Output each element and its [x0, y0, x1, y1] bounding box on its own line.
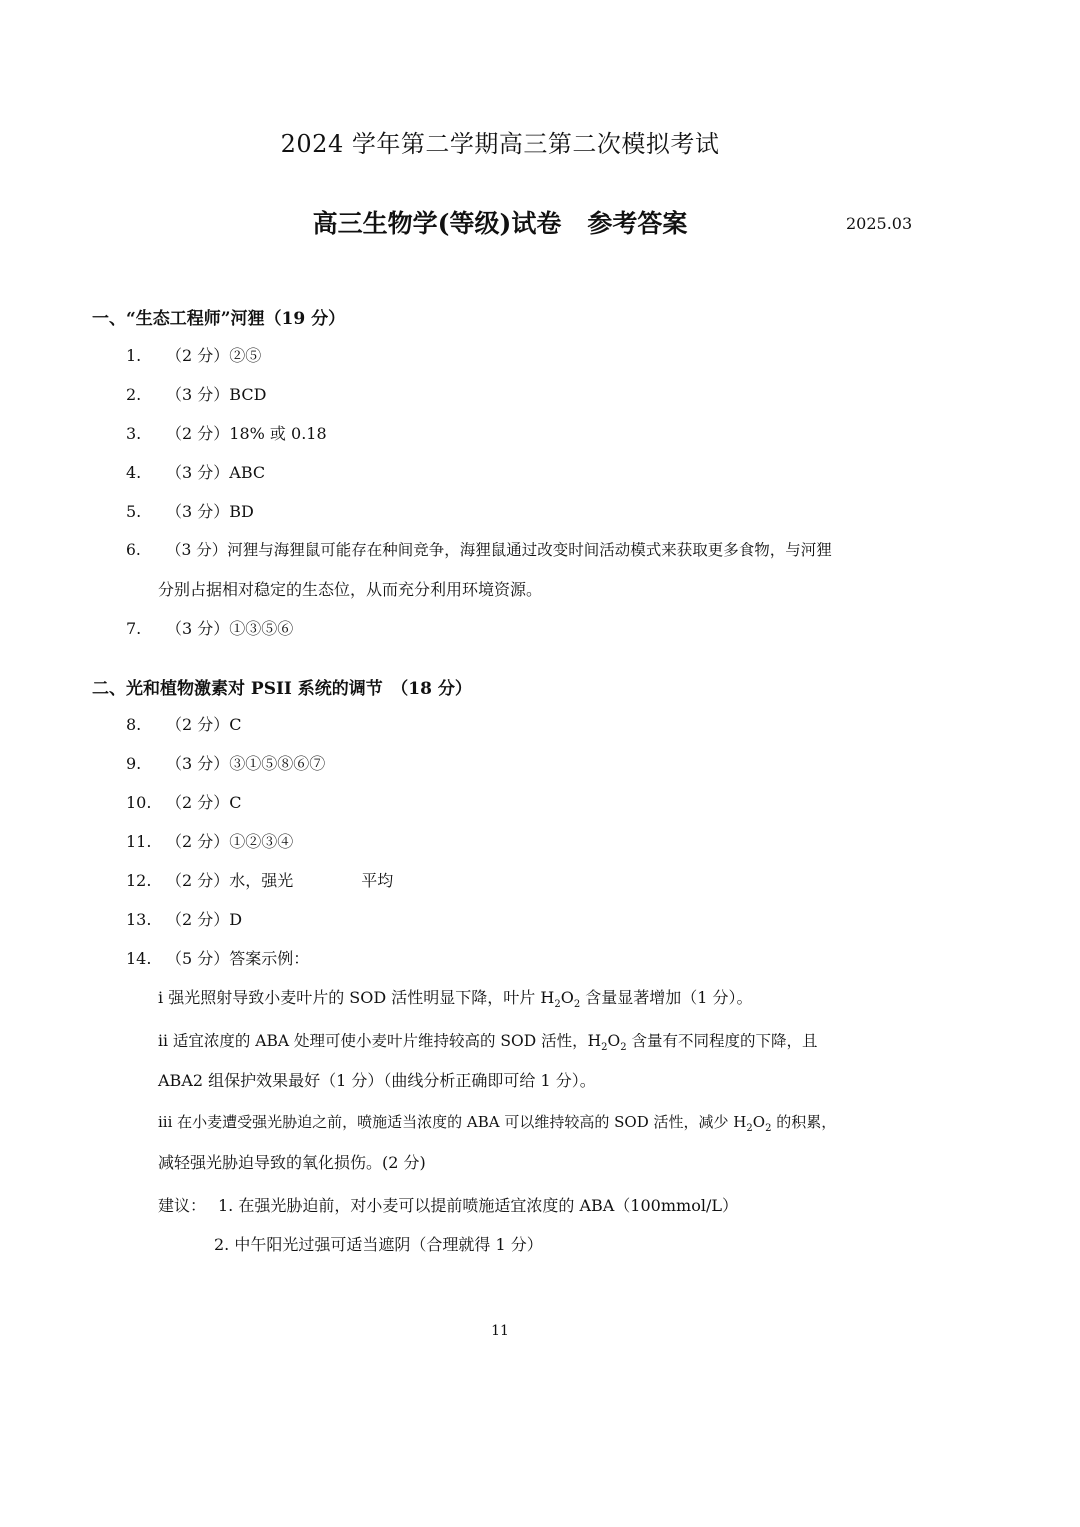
- answer-item-12: 12. （2 分）水，强光 平均: [126, 871, 394, 890]
- answer-item-5: 5. （3 分）BD: [126, 502, 254, 521]
- answer-item-3: 3. （2 分）18% 或 0.18: [126, 424, 327, 443]
- section-1-heading: 一、“生态工程师”河狸（19 分）: [92, 309, 346, 329]
- page-number: 11: [491, 1323, 509, 1339]
- answer-item-6: 6. （3 分）河狸与海狸鼠可能存在种间竞争，海狸鼠通过改变时间活动模式来获取更多食物，与河狸: [126, 541, 832, 559]
- section-2-heading: 二、光和植物激素对 PSII 系统的调节 （18 分）: [92, 679, 472, 699]
- q14-point-ii: ii 适宜浓度的 ABA 处理可使小麦叶片维持较高的 SOD 活性，$H_2O_2$ 含量有不同程度的下降，且: [158, 1032, 818, 1054]
- answer-item-13: 13. （2 分）D: [126, 910, 243, 929]
- subtitle-main: 高三生物学(等级)试卷: [312, 209, 562, 238]
- answer-item-6-continued: 分别占据相对稳定的生态位，从而充分利用环境资源。: [158, 580, 543, 599]
- suggestion-2: 2. 中午阳光过强可适当遮阴（合理就得 1 分）: [214, 1235, 543, 1254]
- answer-item-9: 9. （3 分）③①⑤⑧⑥⑦: [126, 754, 326, 773]
- answer-item-4: 4. （3 分）ABC: [126, 463, 266, 482]
- q14-point-iii-continued: 减轻强光胁迫导致的氧化损伤。(2 分): [158, 1153, 426, 1172]
- suggestion-1: 1. 在强光胁迫前，对小麦可以提前喷施适宜浓度的 ABA（100mmol/L）: [218, 1196, 738, 1215]
- answer-item-7: 7. （3 分）①③⑤⑥: [126, 619, 294, 638]
- answer-item-2: 2. （3 分）BCD: [126, 385, 267, 404]
- answer-item-14: 14. （5 分）答案示例：: [126, 949, 310, 968]
- q14-point-iii: iii 在小麦遭受强光胁迫之前，喷施适当浓度的 ABA 可以维持较高的 SOD 活性，减少 $H_2O_2$ 的积累，: [158, 1113, 837, 1134]
- answer-item-1: 1. （2 分）②⑤: [126, 346, 262, 365]
- q14-point-i: i 强光照射导致小麦叶片的 SOD 活性明显下降，叶片 $H_2O_2$ 含量显著增加（1 分）。: [158, 988, 753, 1011]
- suggestion-label: 建议：: [158, 1196, 207, 1215]
- subtitle-answer: 参考答案: [587, 209, 688, 238]
- answer-item-8: 8. （2 分）C: [126, 715, 242, 734]
- exam-title: 2024 学年第二学期高三第二次模拟考试: [280, 130, 720, 158]
- q14-point-ii-continued: ABA2 组保护效果最好（1 分）（曲线分析正确即可给 1 分）。: [158, 1071, 596, 1090]
- exam-date: 2025.03: [846, 214, 913, 233]
- answer-item-10: 10. （2 分）C: [126, 793, 242, 812]
- answer-item-11: 11. （2 分）①②③④: [126, 832, 294, 851]
